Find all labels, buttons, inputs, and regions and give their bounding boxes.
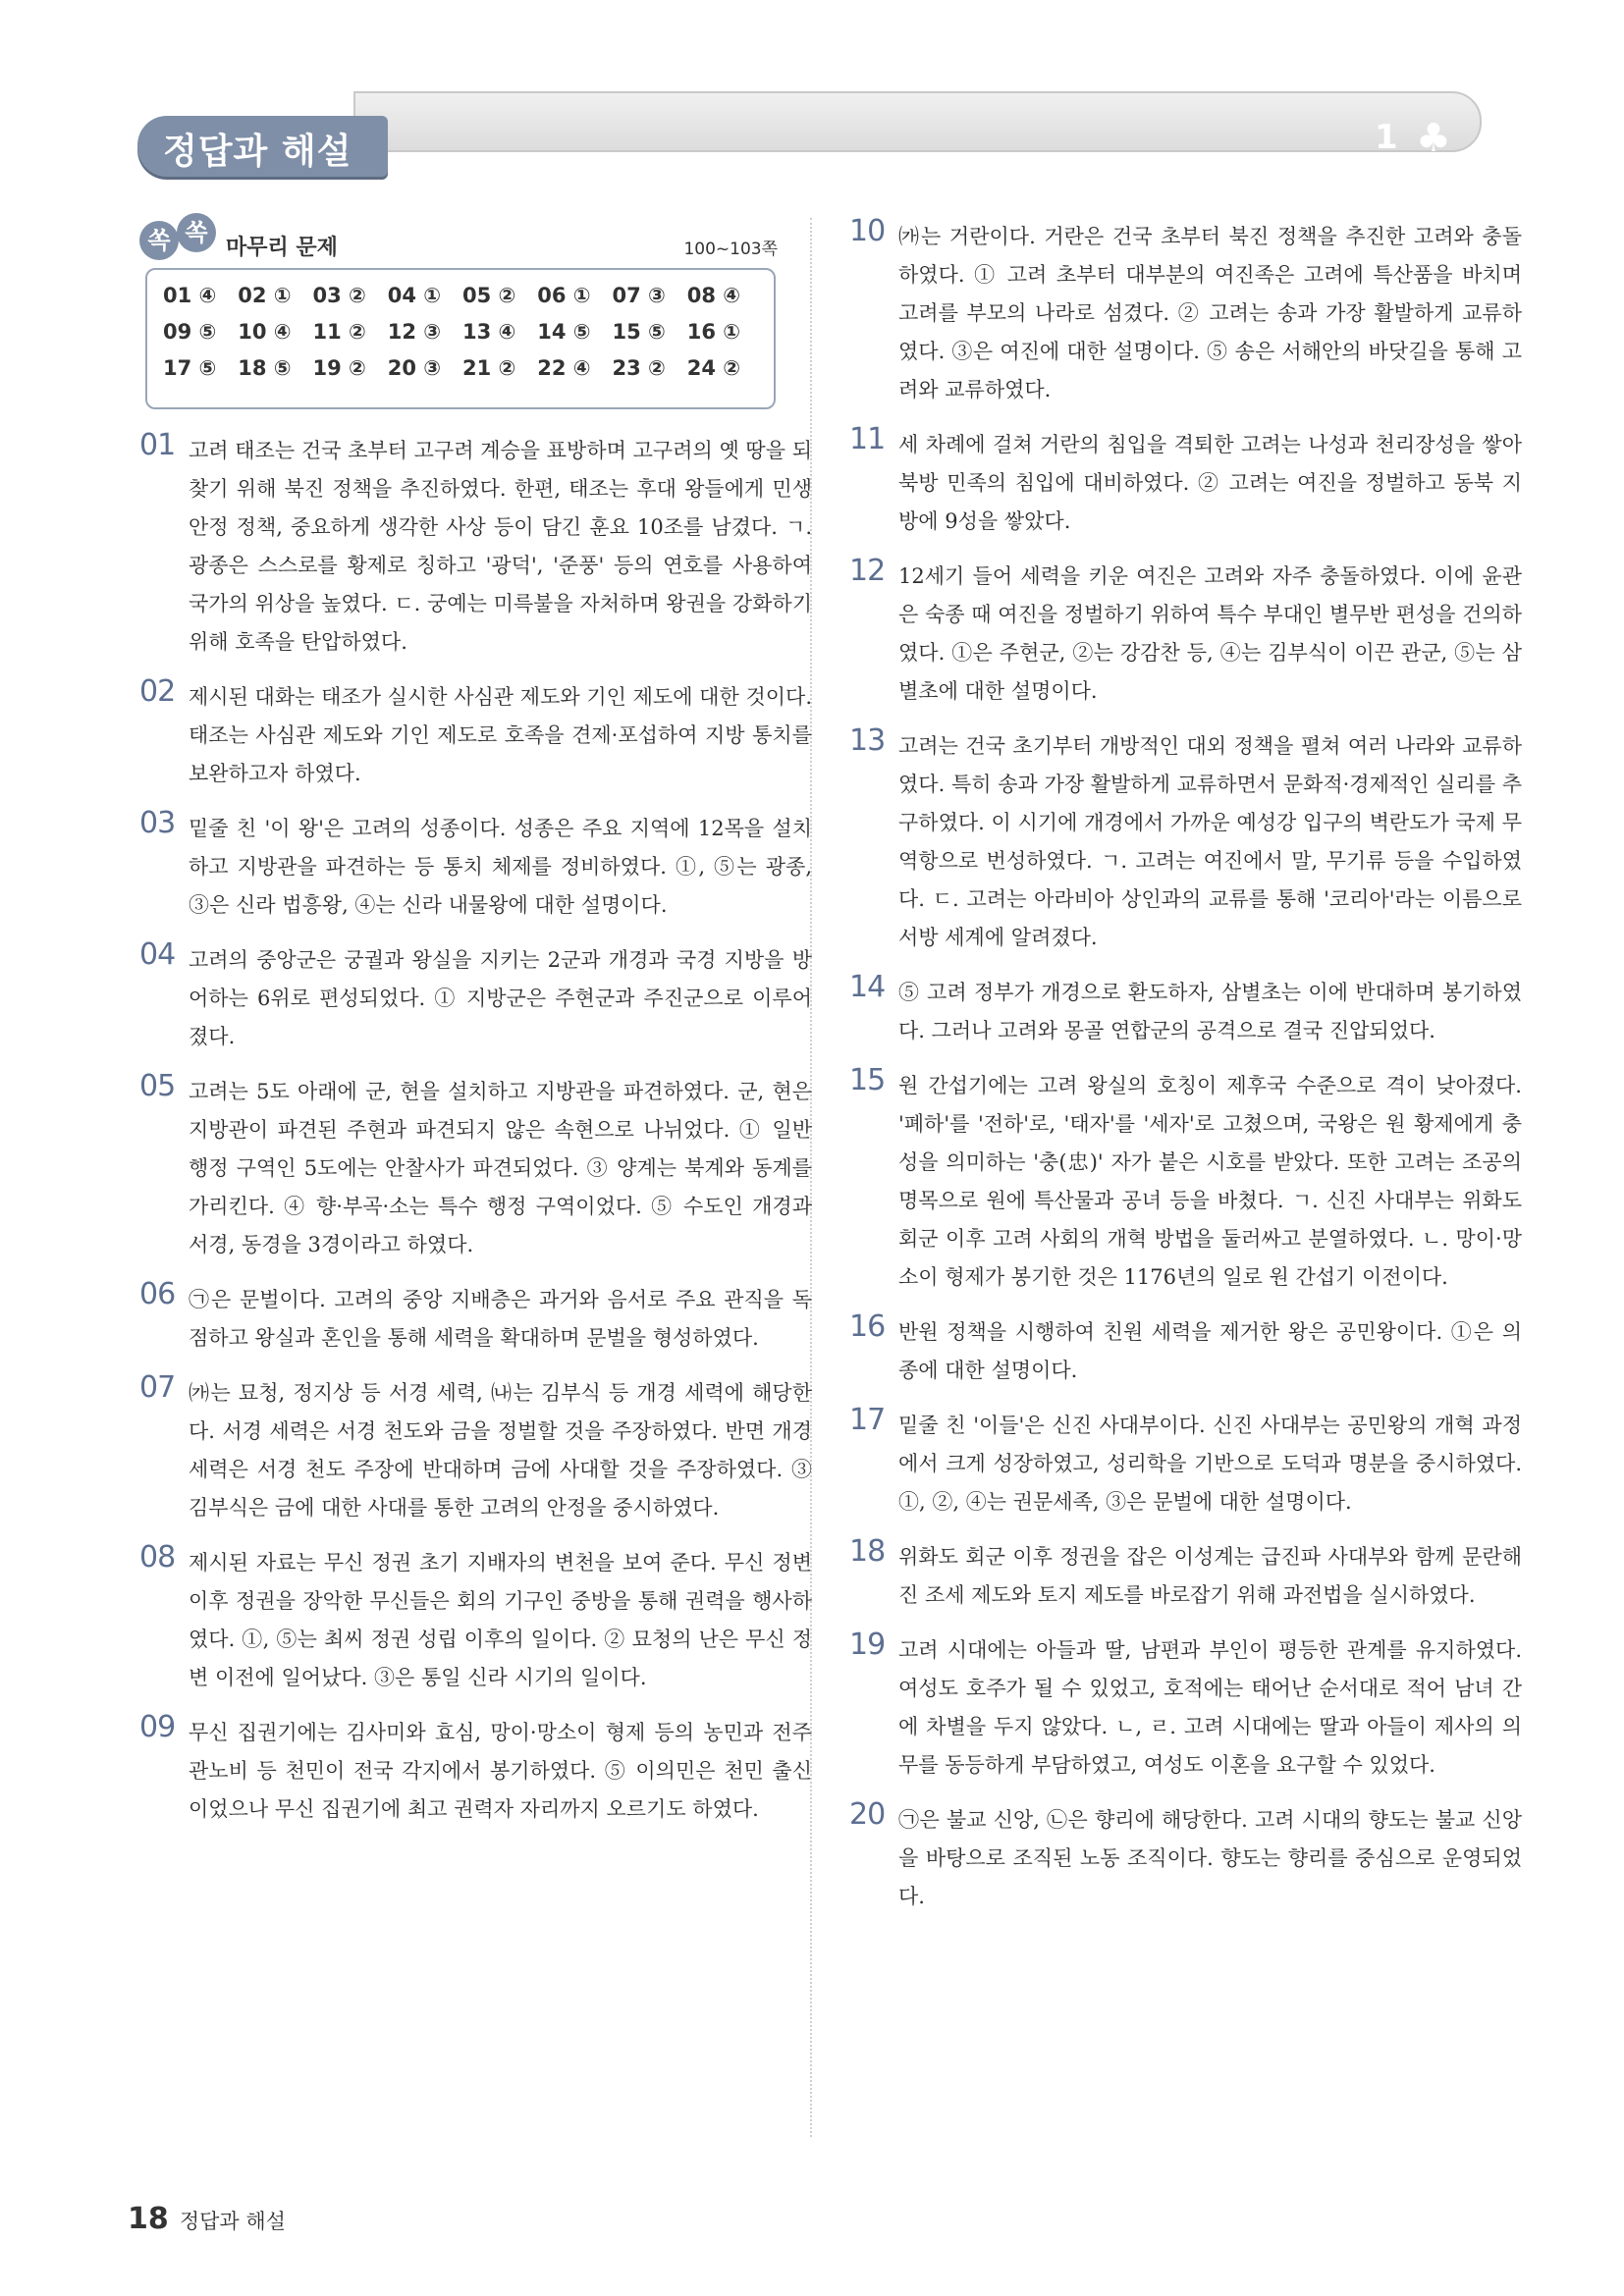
- page-footer: [128, 2202, 286, 2236]
- explanation-text: 고려 태조는 건국 초부터 고구려 계승을 표방하며 고구려의 옛 땅을 되찾기 위해 북진 정책을 추진하였다. 한편, 태조는 후대 왕들에게 민생 안정 정책, 중요하게 생각한 사상 등이 담긴 훈요 10조를 남겼다. ㄱ. 광종은 스스로를 황제로 칭하고 '광덕', '준풍' 등의 연호를 사용하여 국가의 위상을 높였다. ㄷ. 궁예는 미륵불을 자처하며 왕권을 강화하기 위해 호족을 탄압하였다.: [189, 439, 812, 654]
- question-number: 07: [139, 1370, 176, 1405]
- explanation-item: [139, 1540, 812, 1697]
- explanation-text: 고려의 중앙군은 궁궐과 왕실을 지키는 2군과 개경과 국경 지방을 방어하는 6위로 편성되었다. ① 지방군은 주현군과 주진군으로 이루어졌다.: [189, 948, 812, 1048]
- question-number: 15: [849, 1063, 886, 1097]
- explanation-text: ㉠은 문벌이다. 고려의 중앙 지배층은 과거와 음서로 주요 관직을 독점하고 왕실과 혼인을 통해 세력을 확대하며 문벌을 형성하였다.: [189, 1288, 812, 1350]
- question-number: 02: [139, 674, 176, 709]
- question-number: 13: [849, 723, 886, 758]
- question-number: 19: [849, 1628, 886, 1662]
- answer-item: 10 ④: [238, 320, 292, 344]
- explanation-item: [849, 1797, 1522, 1916]
- question-number: 17: [849, 1403, 886, 1437]
- answer-item: 02 ①: [238, 284, 292, 307]
- explanation-item: [139, 1277, 812, 1358]
- explanation-text: 고려는 5도 아래에 군, 현을 설치하고 지방관을 파견하였다. 군, 현은 지방관이 파견된 주현과 파견되지 않은 속현으로 나뉘었다. ① 일반 행정 구역인 5도에는 안찰사가 파견되었다. ③ 양계는 북계와 동계를 가리킨다. ④ 향·부곡·소는 특수 행정 구역이었다. ⑤ 수도인 개경과 서경, 동경을 3경이라고 하였다.: [189, 1080, 812, 1256]
- answer-item: 20 ③: [387, 356, 442, 380]
- answer-item: 11 ②: [312, 320, 366, 344]
- explanation-item: [849, 970, 1522, 1050]
- answer-item: 05 ②: [462, 284, 516, 307]
- explanation-text: 제시된 대화는 태조가 실시한 사심관 제도와 기인 제도에 대한 것이다. 태조는 사심관 제도와 기인 제도로 호족을 견제·포섭하여 지방 통치를 보완하고자 하였다.: [189, 685, 812, 785]
- explanation-item: [849, 1063, 1522, 1297]
- explanation-item: [139, 806, 813, 925]
- explanation-item: [849, 554, 1522, 711]
- answer-item: 13 ④: [462, 320, 516, 344]
- explanation-item: [849, 1534, 1522, 1615]
- explanation-text: 반원 정책을 시행하여 친원 세력을 제거한 왕은 공민왕이다. ①은 의종에 대한 설명이다.: [898, 1320, 1522, 1382]
- explanation-item: [139, 674, 812, 793]
- page-number: 18: [128, 2202, 169, 2236]
- answer-item: 17 ⑤: [163, 356, 217, 380]
- answer-item: 24 ②: [686, 356, 741, 380]
- explanation-item: [849, 1628, 1522, 1785]
- right-column: [849, 214, 1522, 1933]
- explanation-text: 세 차례에 걸쳐 거란의 침입을 격퇴한 고려는 나성과 천리장성을 쌓아 북방 민족의 침입에 대비하였다. ② 고려는 여진을 정벌하고 동북 지방에 9성을 쌓았다.: [898, 433, 1522, 533]
- question-number: 08: [139, 1540, 176, 1575]
- question-number: 05: [139, 1069, 176, 1103]
- section-title: 정답과 해설: [163, 132, 352, 172]
- explanation-text: 고려 시대에는 아들과 딸, 남편과 부인이 평등한 관계를 유지하였다. 여성도 호주가 될 수 있었고, 호적에는 태어난 순서대로 적어 남녀 간에 차별을 두지 않았다. ㄴ, ㄹ. 고려 시대에는 딸과 아들이 제사의 의무를 동등하게 부담하였고, 여성도 이혼을 요구할 수 있었다.: [898, 1638, 1522, 1777]
- answer-box-header: [139, 221, 778, 266]
- header-bar: [353, 91, 1482, 152]
- question-number: 04: [139, 937, 176, 972]
- answer-item: 04 ①: [387, 284, 442, 307]
- answer-item: 06 ①: [537, 284, 591, 307]
- question-number: 18: [849, 1534, 886, 1569]
- question-number: 03: [139, 806, 176, 840]
- question-number: 14: [849, 970, 886, 1004]
- answer-item: 07 ③: [612, 284, 666, 307]
- explanation-text: 제시된 자료는 무신 정권 초기 지배자의 변천을 보여 준다. 무신 정변 이후 정권을 장악한 무신들은 회의 기구인 중방을 통해 권력을 행사하였다. ①, ⑤는 최씨 정권 성립 이후의 일이다. ② 묘청의 난은 무신 정변 이전에 일어났다. ③은 통일 신라 시기의 일이다.: [189, 1551, 812, 1689]
- explanation-text: 고려는 건국 초기부터 개방적인 대외 정책을 펼쳐 여러 나라와 교류하였다. 특히 송과 가장 활발하게 교류하면서 문화적·경제적인 실리를 추구하였다. 이 시기에 개경에서 가까운 예성강 입구의 벽란도가 국제 무역항으로 번성하였다. ㄱ. 고려는 여진에서 말, 무기류 등을 수입하였다. ㄷ. 고려는 아라비아 상인과의 교류를 통해 '코리아'라는 이름으로 서방 세계에 알려졌다.: [898, 734, 1522, 949]
- footer-label: 정답과 해설: [179, 2210, 286, 2233]
- question-number: 12: [849, 554, 886, 588]
- answer-item: 15 ⑤: [612, 320, 666, 344]
- explanation-item: [139, 1069, 812, 1264]
- answer-item: 21 ②: [462, 356, 516, 380]
- explanation-item: [139, 937, 812, 1056]
- question-number: 10: [849, 214, 886, 248]
- explanation-text: ㈎는 묘청, 정지상 등 서경 세력, ㈏는 김부식 등 개경 세력에 해당한다. 서경 세력은 서경 천도와 금을 정벌할 것을 주장하였다. 반면 개경 세력은 서경 천도 주장에 반대하며 금에 사대할 것을 주장하였다. ③ 김부식은 금에 대한 사대를 통한 고려의 안정을 중시하였다.: [189, 1381, 812, 1520]
- explanation-text: 무신 집권기에는 김사미와 효심, 망이·망소이 형제 등의 농민과 전주 관노비 등 천민이 전국 각지에서 봉기하였다. ⑤ 이의민은 천민 출신이었으나 무신 집권기에 최고 권력자 자리까지 오르기도 하였다.: [189, 1721, 812, 1821]
- question-number: 20: [849, 1797, 886, 1832]
- answer-box-title: 마무리 문제: [226, 236, 338, 260]
- badge-2: 쏙: [177, 213, 216, 252]
- answer-item: 23 ②: [612, 356, 666, 380]
- explanation-text: 위화도 회군 이후 정권을 잡은 이성계는 급진파 사대부와 함께 문란해진 조세 제도와 토지 제도를 바로잡기 위해 과전법을 실시하였다.: [898, 1545, 1522, 1607]
- answer-item: 22 ④: [537, 356, 591, 380]
- question-number: 01: [139, 428, 176, 462]
- explanation-text: 밑줄 친 '이들'은 신진 사대부이다. 신진 사대부는 공민왕의 개혁 과정에서 크게 성장하였고, 성리학을 기반으로 도덕과 명분을 중시하였다. ①, ②, ④는 권문세족, ③은 문벌에 대한 설명이다.: [898, 1414, 1522, 1514]
- explanation-text: ㉠은 불교 신앙, ㉡은 향리에 해당한다. 고려 시대의 향도는 불교 신앙을 바탕으로 조직된 노동 조직이다. 향도는 향리를 중심으로 운영되었다.: [898, 1808, 1522, 1908]
- clover-icon: ♣: [1416, 116, 1451, 161]
- answer-box-pages: 100~103쪽: [683, 240, 778, 259]
- answer-key-box: [145, 268, 776, 409]
- explanation-text: 원 간섭기에는 고려 왕실의 호칭이 제후국 수준으로 격이 낮아졌다. '폐하'를 '전하'로, '태자'를 '세자'로 고쳤으며, 국왕은 원 황제에게 충성을 의미하는 '충(忠)' 자가 붙은 시호를 받았다. 또한 고려는 조공의 명목으로 원에 특산물과 공녀 등을 바쳤다. ㄱ. 신진 사대부는 위화도 회군 이후 고려 사회의 개혁 방법을 둘러싸고 분열하였다. ㄴ. 망이·망소이 형제가 봉기한 것은 1176년의 일로 원 간섭기 이전이다.: [898, 1074, 1522, 1289]
- answer-item: 18 ⑤: [238, 356, 292, 380]
- explanation-text: 밑줄 친 '이 왕'은 고려의 성종이다. 성종은 주요 지역에 12목을 설치하고 지방관을 파견하는 등 통치 체제를 정비하였다. ①, ⑤는 광종, ③은 신라 법흥왕, ④는 신라 내물왕에 대한 설명이다.: [189, 817, 813, 917]
- explanation-item: [849, 422, 1522, 541]
- left-column: [139, 428, 813, 1845]
- answer-item: 16 ①: [686, 320, 741, 344]
- section-title-tab: [137, 116, 388, 177]
- answer-item: 09 ⑤: [163, 320, 217, 344]
- answer-item: 01 ④: [163, 284, 217, 307]
- explanation-text: ⑤ 고려 정부가 개경으로 환도하자, 삼별초는 이에 반대하며 봉기하였다. 그러나 고려와 몽골 연합군의 공격으로 결국 진압되었다.: [898, 981, 1522, 1042]
- explanation-item: [849, 1403, 1522, 1522]
- question-number: 16: [849, 1309, 886, 1344]
- answer-item: 12 ③: [387, 320, 442, 344]
- explanation-text: 12세기 들어 세력을 키운 여진은 고려와 자주 충돌하였다. 이에 윤관은 숙종 때 여진을 정벌하기 위하여 특수 부대인 별무반 편성을 건의하였다. ①은 주현군, ②는 강감찬 등, ④는 김부식이 이끈 관군, ⑤는 삼별초에 대한 설명이다.: [898, 564, 1522, 703]
- chapter-badge: [1375, 116, 1463, 161]
- answer-item: 03 ②: [312, 284, 366, 307]
- badge-1: 쏙: [139, 221, 179, 260]
- answer-item: 19 ②: [312, 356, 366, 380]
- explanation-item: [849, 723, 1522, 957]
- chapter-number: 1: [1375, 118, 1398, 157]
- answer-key-grid: [163, 284, 762, 380]
- question-number: 06: [139, 1277, 176, 1311]
- explanation-item: [849, 214, 1522, 409]
- question-number: 11: [849, 422, 886, 456]
- explanation-item: [139, 1370, 812, 1527]
- explanation-item: [849, 1309, 1522, 1390]
- answer-item: 08 ④: [686, 284, 741, 307]
- answer-item: 14 ⑤: [537, 320, 591, 344]
- question-number: 09: [139, 1710, 176, 1744]
- explanation-item: [139, 1710, 812, 1829]
- explanation-text: ㈎는 거란이다. 거란은 건국 초부터 북진 정책을 추진한 고려와 충돌하였다. ① 고려 초부터 대부분의 여진족은 고려에 특산품을 바치며 고려를 부모의 나라로 섬겼다. ② 고려는 송과 가장 활발하게 교류하였다. ③은 여진에 대한 설명이다. ⑤ 송은 서해안의 바닷길을 통해 고려와 교류하였다.: [898, 225, 1522, 401]
- explanation-item: [139, 428, 812, 662]
